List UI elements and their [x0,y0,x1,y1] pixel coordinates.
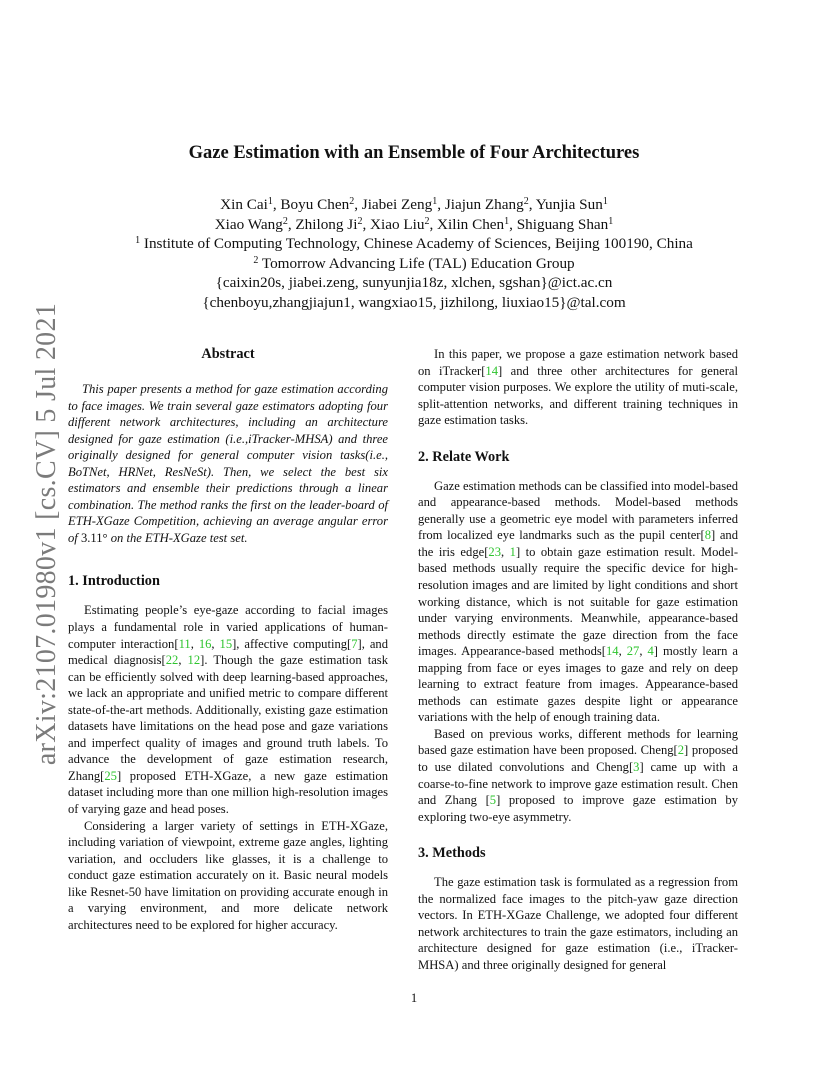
citation-link[interactable]: 11 [178,636,191,651]
citation-link[interactable]: 25 [104,768,117,783]
affiliation-marker: 1 [432,196,438,207]
affiliation-marker: 1 [602,196,608,207]
text-run: ], affective computing[ [232,636,352,651]
citation-link[interactable]: 12 [187,653,201,668]
abstract-heading: Abstract [201,346,255,362]
citation-link[interactable]: 7 [351,636,358,651]
author-name: Xiao Liu [370,215,425,233]
text-run: , [618,644,627,659]
email-line-1: {caixin20s, jiabei.zeng, sunyunjia18z, xlchen, sgshan}@ict.ac.cn [215,274,613,292]
author-name: Zhilong Ji [295,215,358,233]
citation-link[interactable]: 5 [489,793,497,808]
abstract-text: This paper presents a method for gaze estimation according to face images. We train several gaze estimators adopting four different network architectures, including an architecture designed for gaze estimation (i.e.,iTracker-MHSA) and three originally designed for general computer vision tasks(i.e., BoTNet, HRNet, ResNeSt). Then, we select the best six estimators and ensemble their predictions through a linear combination. The method ranks the first on the leader-board of ETH-XGaze Competition, achieving an average angular error of 3.11° on the ETH-XGaze test set. [68,382,388,545]
intro-paragraph-1 [68,602,388,817]
affiliation-marker: 2 [523,196,529,207]
related-paragraph-2 [418,726,738,825]
author-name: Xin Cai [220,196,268,213]
text-run: Considering a larger variety of settings in ETH-XGaze, including variation of viewpoint, extreme gaze angles, lighting variation, and occluders like glasses, it is a challenge to conduct gaze estimation accurately on it. Basic neural models like Resnet-50 have limitation on providing accurate enough in a varying environment, and more delicate network architectures need to be explored for higher accuracy. [68,818,388,932]
author-line-2: Xiao Wang$^2$, Zhilong Ji$^2$, Xiao Liu$^2$, Xilin Chen$^1$, Shiguang Shan$^1$ [214,215,614,233]
citation-link[interactable]: 27 [626,644,640,659]
affiliation-marker: 2 [357,215,363,227]
citation-link[interactable]: 15 [219,636,233,651]
text-run: , [211,636,220,651]
author-line-1: Xin Cai$^1$, Boyu Chen$^2$, Jiabei Zeng$^1$, Jiajun Zhang$^2$, Yunjia Sun$^1$ [220,196,608,213]
citation-link[interactable]: 1 [509,544,516,559]
citation-link[interactable]: 22 [165,653,179,668]
citation-link[interactable]: 3 [633,760,640,775]
author-name: Xiao Wang [214,215,283,233]
affiliation-marker: 2 [424,215,430,227]
intro-paragraph-2 [68,818,388,934]
affiliation-marker: 2 [282,215,288,227]
right-column [418,346,738,974]
text-run: ], and medical diagnosis[ [68,636,389,668]
text-run: ]. Though the gaze estimation task can be efficiently solved with deep learning-based approaches, we lack an appropriate and unified metric to compare different state-of-the-art methods. Additionally, existing gaze estimation datasets have limitations on the head pose and gaze variations and imperfect quality of images and ground truth labels. To advance the development of gaze estimation research, Zhang[ [68,653,389,783]
related-work-heading: 2. Relate Work [418,448,510,465]
author-name: Jiabei Zeng [361,196,433,213]
paper-title: Gaze Estimation with an Ensemble of Four Architectures [188,143,640,163]
citation-link[interactable]: 14 [605,644,619,659]
text-run: ] proposed to improve gaze estimation by exploring two-eye asymmetry. [418,793,738,824]
text-run: ] and three other architectures for general computer vision purposes. We explore the utility of muti-scale, split-attention networks, and different training techniques in gaze estimation tasks. [418,363,738,428]
text-run: Estimating people’s eye-gaze according to facial images plays a fundamental role in varied applications of human-computer interaction[ [68,603,388,651]
page-number: 1 [410,991,418,1005]
text-run: , [639,644,648,659]
affiliation-marker: 1 [608,215,614,227]
email-line-2: {chenboyu,zhangjiajun1, wangxiao15, jizhilong, liuxiao15}@tal.com [202,293,626,311]
text-run: In this paper, we propose a gaze estimation network based on iTracker[ [418,347,738,378]
text-run: Based on previous works, different methods for learning based gaze estimation have been proposed. Cheng[ [418,726,738,758]
text-run: ] proposed ETH-XGaze, a new gaze estimation dataset including more than one million high-resolution images of varying gaze and head poses. [68,768,388,817]
affiliation-marker: 2 [349,196,355,207]
affiliation-marker: 1 [504,215,510,227]
affiliation-1: $^1$ Institute of Computing Technology, Chinese Academy of Sciences, Beijing 100190, China [135,235,693,253]
citation-link[interactable]: 23 [488,544,501,559]
text-run: ] came up with a coarse-to-fine network to improve gaze estimation result. Chen and Zhang [ [418,760,738,808]
methods-heading: 3. Methods [418,845,486,862]
text-run: , [190,636,199,651]
text-run: ] to obtain gaze estimation result. Model-based methods usually require the specific device for high- resolution images and are limited by light conditions and short working distance, which is not suitable for gaze estimation under varying environments. Meanwhile, appearance-based methods directly estimate the gaze direction from the face images. Appearance-based methods[ [418,544,739,659]
text-run: Gaze estimation methods can be classified into model-based and appearance-based methods. Model-based methods generally use a geometric eye model with parameters inferred from localized eye landmarks such as the pupil center[ [418,478,738,543]
left-column [68,345,388,933]
text-run: The gaze estimation task is formulated as a regression from the normalized face images to the pitch-yaw gaze direction vectors. In ETH-XGaze Challenge, we adopted four different network architectures to train the gaze estimators, including an architecture designed for gaze estimation (i.e., iTracker-MHSA) and three originally designed for general [418,875,738,972]
text-run: ] mostly learn a mapping from face or eyes images to gaze and rely on deep learning to extract feature from images. Appearance-based methods can estimate gazes despite light or appearance variations with the help of enough training data. [418,644,739,725]
related-paragraph-1 [418,478,738,726]
author-name: Xilin Chen [437,215,505,233]
intro-paragraph-3 [418,346,738,429]
author-name: Shiguang Shan [516,215,609,233]
citation-link[interactable]: 16 [198,636,212,651]
citation-link[interactable]: 14 [485,363,498,378]
introduction-heading: 1. Introduction [68,573,160,590]
citation-link[interactable]: 2 [677,743,685,758]
author-name: Yunjia Sun [535,196,603,213]
text-run: , [178,653,188,668]
author-block [0,195,828,313]
author-name: Jiajun Zhang [444,196,524,213]
text-run: ] and the iris edge[ [418,528,739,559]
author-name: Boyu Chen [280,196,350,213]
text-run: ] proposed to use dilated convolutions and Cheng[ [418,743,738,775]
affiliation-marker: 1 [267,196,273,207]
methods-paragraph-1 [418,874,738,973]
citation-link[interactable]: 4 [647,644,654,659]
text-run: , [501,544,510,559]
citation-link[interactable]: 8 [704,528,711,543]
affiliation-2: $^2$ Tomorrow Advancing Life (TAL) Education Group [253,254,575,272]
